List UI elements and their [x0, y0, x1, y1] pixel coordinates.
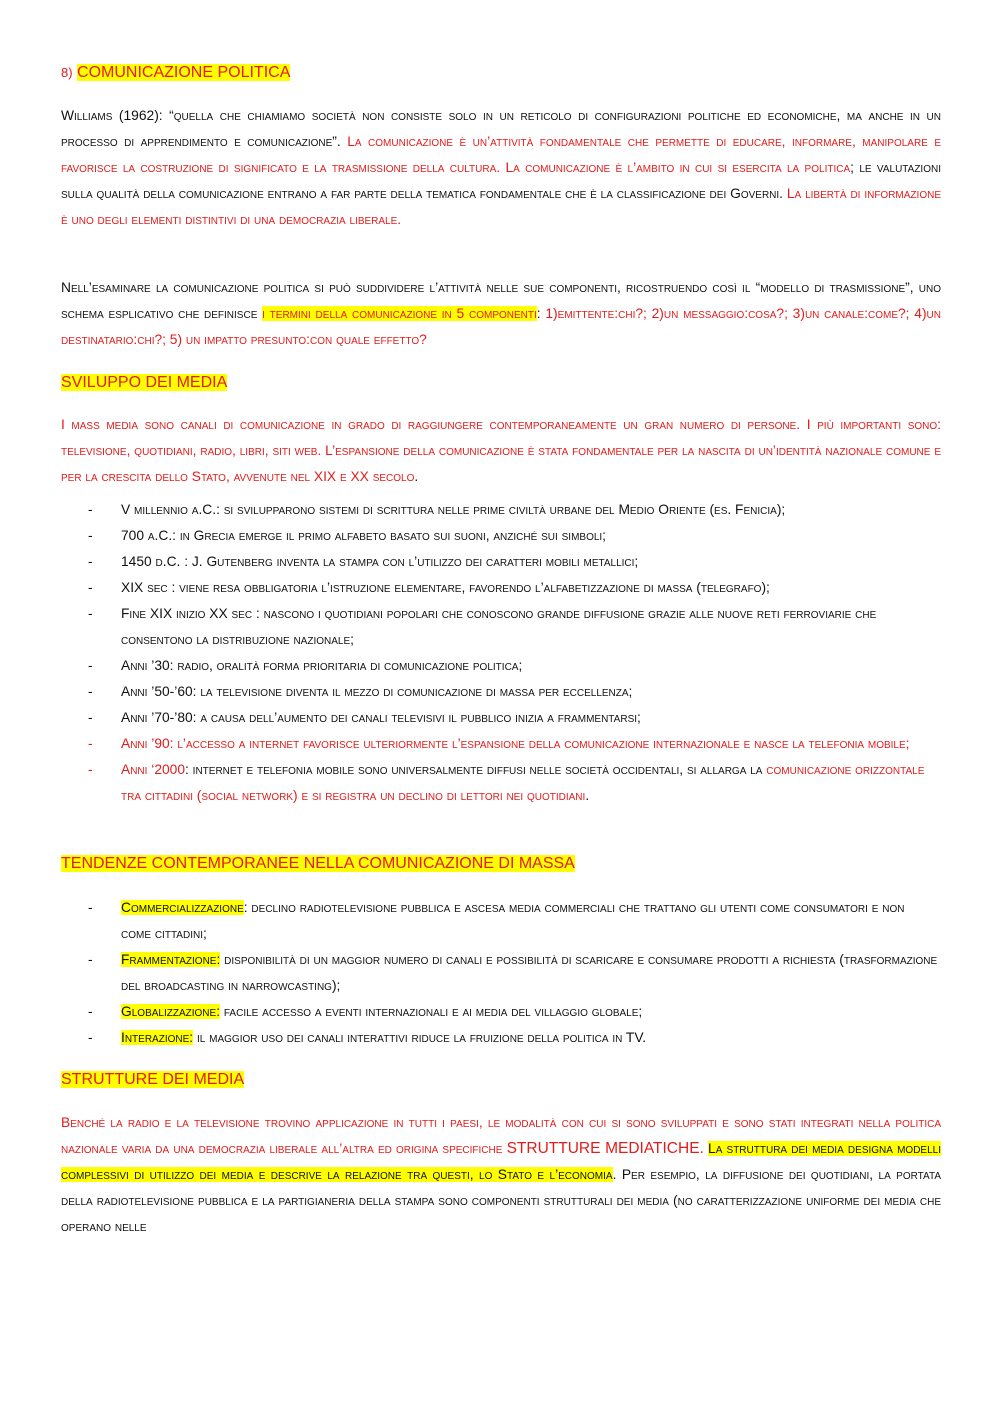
- list-item: [88, 679, 938, 705]
- section-heading-comunicazione-politica: [61, 62, 290, 84]
- paragraph-williams: [61, 103, 941, 233]
- list-item: [88, 947, 938, 999]
- paragraph-text: .: [414, 469, 419, 484]
- section-heading-sviluppo-media: [61, 372, 227, 394]
- paragraph-text-red: I mass media sono canali di comunicazione in grado di raggiungere contemporaneamente un gran numero di persone. I più importanti sono: televisione, quotidiani, radio, libri, siti web. L’espansione della comunicazione è stata fondamentale per la nascita di un’identità nazionale comune e per la crescita dello Stato, avvenute nel XIX e XX secolo: [61, 417, 941, 484]
- list-item: [88, 523, 938, 549]
- list-item-sep: :: [243, 900, 248, 915]
- list-item-text: Anni ’70-’80: a causa dell’aumento dei canali televisivi il pubblico inizia a frammentarsi;: [121, 710, 641, 725]
- list-item: [88, 895, 938, 947]
- list-item-term: Commercializzazione: [121, 900, 244, 915]
- section-title: TENDENZE CONTEMPORANEE NELLA COMUNICAZIONE DI MASSA: [61, 855, 575, 872]
- section-heading-tendenze: [61, 853, 575, 875]
- bullet-dash: -: [88, 658, 93, 673]
- list-item-text: Anni ’50-’60: la televisione diventa il mezzo di comunicazione di massa per eccellenza;: [121, 684, 633, 699]
- paragraph-text-red: La comunicazione è un’attività fondamentale che permette di educare, informare, manipolare e favorisce la costruzione di significato e la trasmissione della cultura. La comunicazione è l’ambito in cui si esercita la politica: [61, 134, 941, 175]
- bullet-dash: -: [88, 580, 93, 595]
- section-heading-strutture: [61, 1069, 244, 1091]
- bullet-dash: -: [88, 684, 93, 699]
- list-item-term: Interazione:: [121, 1030, 194, 1045]
- paragraph-modello-trasmissione: [61, 275, 941, 353]
- paragraph-text: . Per esempio, la diffusione dei quotidiani, la portata della radiotelevisione pubblica e la partigianeria della stampa sono componenti strutturali dei media (no caratterizzazione uniforme dei media che operano nelle: [61, 1167, 941, 1234]
- highlighted-text: i termini della comunicazione in 5 componenti: [262, 306, 537, 321]
- bullet-dash: -: [88, 952, 93, 967]
- list-item-text: Anni ’90: l’accesso a internet favorisce ulteriormente l’espansione della comunicazione internazionale e nasce la telefonia mobile;: [121, 736, 910, 751]
- list-item-text: facile accesso a eventi internazionali e ai media del villaggio globale;: [220, 1004, 643, 1019]
- paragraph-text-red: Benché la radio e la televisione trovino applicazione in tutti i paesi, le modalità con cui si sono sviluppati e sono stati integrati nella politica nazionale varia da una democrazia liberale all’altra ed origina specifiche: [61, 1115, 941, 1156]
- paragraph-mass-media: [61, 412, 941, 490]
- bullet-dash: -: [88, 554, 93, 569]
- list-item: [88, 575, 938, 601]
- bullet-dash: -: [88, 1030, 93, 1045]
- paragraph-text: Nell’esaminare la comunicazione politica si può suddividere l’attività nelle sue componenti, ricostruendo così il “modello di trasmissione”, uno schema esplicativo che definisce: [61, 280, 941, 321]
- list-item: [88, 653, 938, 679]
- section-title: SVILUPPO DEI MEDIA: [61, 374, 228, 391]
- bullet-dash: -: [88, 606, 93, 621]
- bullet-dash: -: [88, 502, 93, 517]
- list-item-text: Anni ’30: radio, oralità forma prioritaria di comunicazione politica;: [121, 658, 523, 673]
- paragraph-strutture-media: [61, 1110, 941, 1240]
- list-item-text: Fine XIX inizio XX sec : nascono i quotidiani popolari che conoscono grande diffusione grazie alle nuove reti ferroviarie che consentono la distribuzione nazionale;: [121, 606, 877, 647]
- list-item: [88, 705, 938, 731]
- list-item-text: 1450 d.C. : J. Gutenberg inventa la stampa con l’utilizzo dei caratteri mobili metallici;: [121, 554, 639, 569]
- bullet-dash: -: [88, 900, 93, 915]
- paragraph-text: :: [536, 306, 546, 321]
- list-item: [88, 757, 938, 809]
- list-item: [88, 497, 938, 523]
- paragraph-text-red: La libertà di informazione è uno degli elementi distintivi di una democrazia liberale.: [61, 186, 941, 227]
- highlighted-text: La struttura dei media designa modelli complessivi di utilizzo dei media e descrive la relazione tra questi, lo Stato e l’economia: [61, 1141, 942, 1182]
- list-item: [88, 1025, 938, 1051]
- list-item-text: .: [585, 788, 590, 803]
- list-item-text-red: comunicazione orizzontale tra cittadini (social network) e si registra un declino di lettori nei quotidiani: [121, 762, 925, 803]
- list-item-text: XIX sec : viene resa obbligatoria l’istruzione elementare, favorendo l’alfabetizzazione di massa (telegrafo);: [121, 580, 770, 595]
- bullet-dash: -: [88, 762, 93, 777]
- bullet-dash: -: [88, 1004, 93, 1019]
- list-item: [88, 999, 938, 1025]
- list-item-text: declino radiotelevisione pubblica e ascesa media commerciali che trattano gli utenti come consumatori e non come cittadini;: [121, 900, 905, 941]
- list-item-text: il maggior uso dei canali interattivi riduce la fruizione della politica in TV.: [193, 1030, 647, 1045]
- strutture-mediatiche-term: STRUTTURE MEDIATICHE.: [506, 1140, 704, 1157]
- list-item-term: Globalizzazione:: [121, 1004, 221, 1019]
- components-list-text: 1)emittente:chi?; 2)un messaggio:cosa?; 3)un canale:come?; 4)un destinatario:chi?; 5) un impatto presunto:con quale effetto?: [61, 306, 941, 347]
- list-item: [88, 731, 938, 757]
- section-title: STRUTTURE DEI MEDIA: [61, 1071, 245, 1088]
- list-item-text: 700 a.C.: in Grecia emerge il primo alfabeto basato sui suoni, anziché sui simboli;: [121, 528, 607, 543]
- list-item-text: : internet e telefonia mobile sono universalmente diffusi nelle società occidentali, si allarga la: [185, 762, 767, 777]
- list-item-term: Anni ‘2000: [121, 762, 186, 777]
- paragraph-text: Williams (1962): “quella che chiamiamo società non consiste solo in un reticolo di configurazioni politiche ed economiche, ma anche in un processo di apprendimento e comunicazione”.: [61, 108, 941, 149]
- bullet-dash: -: [88, 710, 93, 725]
- list-item-text: V millennio a.C.: si svilupparono sistemi di scrittura nelle prime civiltà urbane del Medio Oriente (es. Fenicia);: [121, 502, 786, 517]
- paragraph-text: ; le valutazioni sulla qualità della comunicazione entrano a far parte della tematica fondamentale che è la classificazione dei Governi.: [61, 160, 941, 201]
- section-title: COMUNICAZIONE POLITICA: [77, 64, 291, 81]
- timeline-list: [88, 497, 938, 809]
- list-item-term: Frammentazione:: [121, 952, 221, 967]
- list-item: [88, 549, 938, 575]
- list-item-text: disponibilità di un maggior numero di canali e possibilità di scaricare e consumare prodotti a richiesta (trasformazione del broadcasting in narrowcasting);: [121, 952, 938, 993]
- bullet-dash: -: [88, 736, 93, 751]
- list-item: [88, 601, 938, 653]
- section-number: 8): [61, 65, 73, 80]
- trends-list: [88, 895, 938, 1051]
- bullet-dash: -: [88, 528, 93, 543]
